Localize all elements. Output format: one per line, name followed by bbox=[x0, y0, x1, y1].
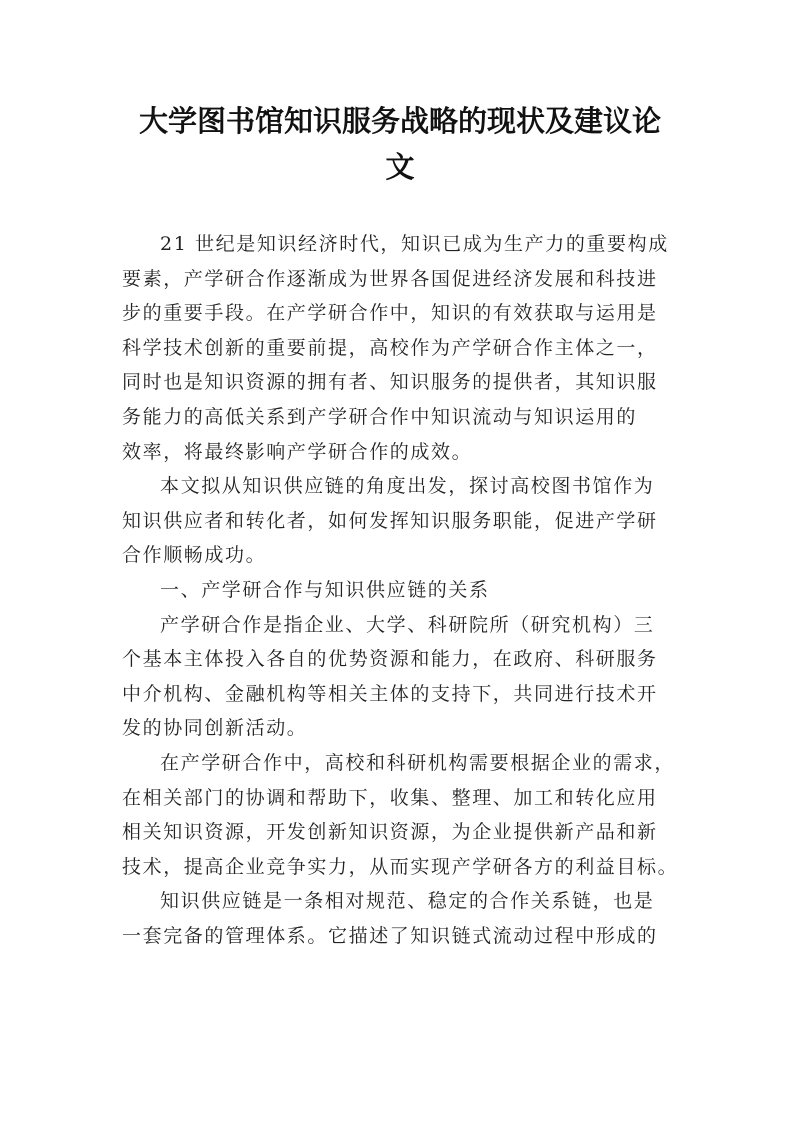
paragraph-intro bbox=[122, 227, 682, 469]
paragraph-definition bbox=[122, 608, 682, 746]
paragraph-purpose bbox=[122, 469, 682, 573]
text-line: 在相关部门的协调和帮助下，收集、整理、加工和转化应用 bbox=[122, 786, 658, 809]
text-line: 本文拟从知识供应链的角度出发，探讨高校图书馆作为 bbox=[160, 475, 655, 498]
text-line: 个基本主体投入各自的优势资源和能力，在政府、科研服务 bbox=[122, 648, 658, 671]
text-line: 知识供应者和转化者，如何发挥知识服务职能，促进产学研 bbox=[122, 509, 658, 532]
text-line: 科学技术创新的重要前提，高校作为产学研合作主体之一， bbox=[122, 336, 658, 359]
section-heading-text: 一、产学研合作与知识供应链的关系 bbox=[160, 578, 490, 601]
text-line: 相关知识资源，开发创新知识资源，为企业提供新产品和新 bbox=[122, 821, 658, 844]
text-line: 在产学研合作中，高校和科研机构需要根据企业的需求， bbox=[160, 751, 676, 774]
text-line: 步的重要手段。在产学研合作中，知识的有效获取与运用是 bbox=[122, 302, 658, 325]
text-line: 发的协同创新活动。 bbox=[122, 717, 308, 740]
text-line: 一套完备的管理体系。它描述了知识链式流动过程中形成的 bbox=[122, 924, 658, 947]
text-line: 产学研合作是指企业、大学、科研院所（研究机构）三 bbox=[160, 613, 655, 636]
document-title bbox=[120, 98, 680, 190]
title-line: 文 bbox=[385, 150, 415, 184]
section-heading bbox=[122, 573, 682, 608]
text-line: 务能力的高低关系到产学研合作中知识流动与知识运用的 bbox=[122, 405, 638, 428]
text-line: 21 世纪是知识经济时代，知识已成为生产力的重要构成 bbox=[160, 233, 669, 255]
text-line: 效率，将最终影响产学研合作的成效。 bbox=[122, 440, 473, 463]
text-line: 同时也是知识资源的拥有者、知识服务的提供者，其知识服 bbox=[122, 371, 658, 394]
title-line: 大学图书馆知识服务战略的现状及建议论 bbox=[138, 104, 661, 138]
paragraph-supply-chain bbox=[122, 884, 682, 953]
text-line: 要素，产学研合作逐渐成为世界各国促进经济发展和科技进 bbox=[122, 267, 658, 290]
text-line: 中介机构、金融机构等相关主体的支持下，共同进行技术开 bbox=[122, 682, 658, 705]
text-line: 合作顺畅成功。 bbox=[122, 544, 267, 567]
paragraph-process bbox=[122, 746, 682, 884]
document-body bbox=[122, 227, 682, 953]
text-line: 知识供应链是一条相对规范、稳定的合作关系链，也是 bbox=[160, 890, 655, 913]
text-line: 技术，提高企业竞争实力，从而实现产学研各方的利益目标。 bbox=[122, 855, 679, 878]
